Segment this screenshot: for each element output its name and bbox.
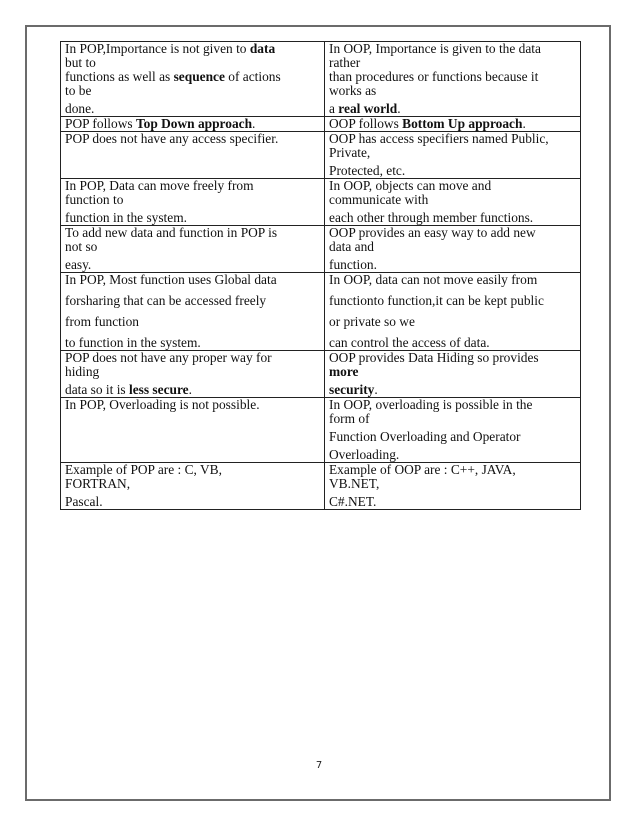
cell-text: .	[522, 117, 526, 131]
cell-text: each other through member functions.	[329, 211, 534, 225]
oop-cell	[325, 463, 581, 510]
cell-bold-text: more	[329, 365, 359, 379]
cell-text: works as	[329, 84, 377, 98]
cell-text: functionto function,it can be kept public	[329, 294, 544, 308]
cell-bold-text: data	[249, 42, 276, 56]
cell-text: .	[252, 117, 256, 131]
cell-text: to function in the system.	[65, 336, 201, 350]
table-row	[61, 42, 581, 117]
cell-text: To add new data and function in POP is	[65, 226, 278, 240]
cell-text: OOP follows	[329, 117, 403, 131]
cell-text: C#.NET.	[329, 495, 377, 509]
cell-text: In OOP, overloading is possible in the	[329, 398, 533, 412]
cell-text: forsharing that can be accessed freely	[65, 294, 267, 308]
cell-bold-text: security	[329, 383, 375, 397]
cell-text: function to	[65, 193, 124, 207]
cell-text: Example of POP are : C, VB,	[65, 463, 222, 477]
cell-text: hiding	[65, 365, 100, 379]
cell-text: form of	[329, 412, 370, 426]
cell-text: In OOP, data can not move easily from	[329, 273, 538, 287]
cell-text: Private,	[329, 146, 371, 160]
page-number: 7	[315, 760, 323, 771]
cell-bold-text: Bottom Up approach	[402, 117, 523, 131]
cell-text: FORTRAN,	[65, 477, 131, 491]
oop-cell	[325, 179, 581, 226]
cell-text: a	[329, 102, 339, 116]
pop-cell	[61, 273, 325, 351]
cell-text: In POP, Data can move freely from	[65, 179, 254, 193]
cell-text: In POP, Most function uses Global data	[65, 273, 277, 287]
cell-text: functions as well as	[65, 70, 174, 84]
pop-vs-oop-comparison-table	[60, 41, 581, 510]
cell-bold-text: Top Down approach	[135, 117, 253, 131]
cell-text: POP does not have any access specifier.	[65, 132, 279, 146]
pop-cell	[61, 117, 325, 132]
cell-text: easy.	[65, 258, 92, 272]
pop-cell	[61, 463, 325, 510]
table-row	[61, 273, 581, 351]
table-row	[61, 463, 581, 510]
cell-text: but to	[65, 56, 96, 70]
cell-text: communicate with	[329, 193, 429, 207]
cell-text: In POP,Importance is not given to	[65, 42, 250, 56]
table-row	[61, 351, 581, 398]
pop-cell	[61, 132, 325, 179]
cell-text: function.	[329, 258, 377, 272]
cell-text: POP does not have any proper way for	[65, 351, 272, 365]
cell-text: OOP provides Data Hiding so provides	[329, 351, 539, 365]
cell-bold-text: less secure	[128, 383, 189, 397]
oop-cell	[325, 117, 581, 132]
cell-text: .	[374, 383, 378, 397]
cell-text: of actions	[224, 70, 281, 84]
cell-text: POP follows	[65, 117, 136, 131]
table-row	[61, 117, 581, 132]
cell-text: Protected, etc.	[329, 164, 406, 178]
oop-cell	[325, 273, 581, 351]
cell-text: Pascal.	[65, 495, 103, 509]
table-row	[61, 226, 581, 273]
cell-text: In POP, Overloading is not possible.	[65, 398, 260, 412]
pop-cell	[61, 42, 325, 117]
cell-bold-text: real world	[338, 102, 398, 116]
pop-cell	[61, 179, 325, 226]
cell-text: OOP provides an easy way to add new	[329, 226, 536, 240]
oop-cell	[325, 398, 581, 463]
oop-cell	[325, 226, 581, 273]
pop-cell	[61, 398, 325, 463]
cell-text: function in the system.	[65, 211, 187, 225]
cell-text: rather	[329, 56, 361, 70]
cell-text: done.	[65, 102, 95, 116]
oop-cell	[325, 132, 581, 179]
cell-text: Example of OOP are : C++, JAVA,	[329, 463, 516, 477]
cell-text: Function Overloading and Operator	[329, 430, 521, 444]
cell-text: than procedures or functions because it	[329, 70, 539, 84]
cell-text: In OOP, Importance is given to the data	[329, 42, 541, 56]
table-row	[61, 132, 581, 179]
oop-cell	[325, 42, 581, 117]
table-row	[61, 179, 581, 226]
cell-text: .	[397, 102, 401, 116]
cell-text: .	[188, 383, 192, 397]
cell-bold-text: sequence	[173, 70, 225, 84]
cell-text: In OOP, objects can move and	[329, 179, 492, 193]
cell-text: or private so we	[329, 315, 415, 329]
cell-text: not so	[65, 240, 98, 254]
cell-text: Overloading.	[329, 448, 400, 462]
cell-text: can control the access of data.	[329, 336, 490, 350]
cell-text: to be	[65, 84, 92, 98]
cell-text: VB.NET,	[329, 477, 380, 491]
pop-cell	[61, 351, 325, 398]
cell-text: data and	[329, 240, 374, 254]
table-row	[61, 398, 581, 463]
pop-cell	[61, 226, 325, 273]
cell-text: OOP has access specifiers named Public,	[329, 132, 549, 146]
cell-text: from function	[65, 315, 140, 329]
oop-cell	[325, 351, 581, 398]
cell-text: data so it is	[65, 383, 129, 397]
